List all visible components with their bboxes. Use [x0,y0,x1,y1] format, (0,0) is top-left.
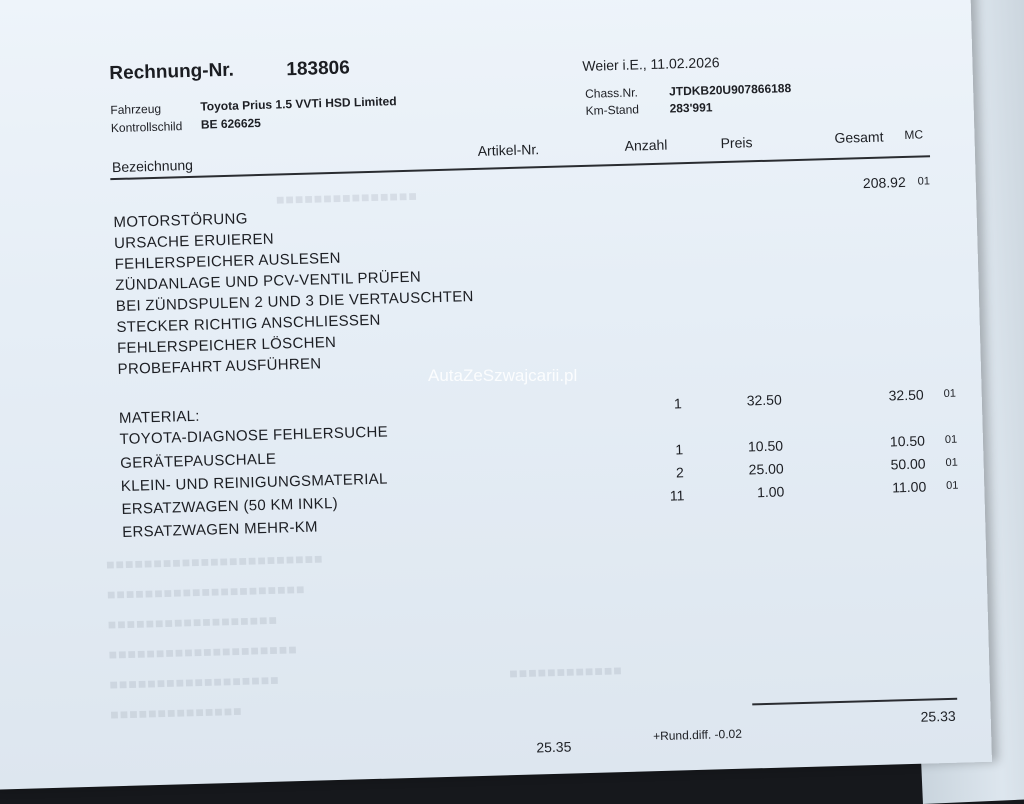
work-mc: 01 [917,175,931,188]
material-heading: MATERIAL: [118,407,201,428]
work-line: URSACHE ERUIEREN [113,230,275,253]
watermark-text: AutaZeSzwajcarii.pl [428,366,578,385]
material-desc: ERSATZWAGEN (50 KM INKL) [121,494,339,518]
chass-label: Chass.Nr. [584,85,639,101]
material-mc: 01 [945,456,958,469]
column-header-mc: MC [904,127,924,142]
bleed-through-text: ■■■■■■■■■■■■■■ [110,702,243,723]
km-stand-value: 283'991 [669,100,713,116]
material-anzahl: 1 [675,441,684,458]
material-gesamt: 32.50 [888,386,924,404]
material-anzahl: 2 [675,464,684,481]
bleed-through-text: ■■■■■■■■■■■■■■■■■■■■■ [106,580,306,603]
work-line: PROBEFAHRT AUSFÜHREN [117,355,322,379]
bleed-through-text: ■■■■■■■■■■■■■■■■■■■■■■■ [105,550,324,573]
place-date: Weier i.E., 11.02.2026 [582,54,720,74]
fahrzeug-value: Toyota Prius 1.5 VVTi HSD Limited [200,94,397,114]
material-preis: 25.00 [748,460,784,478]
work-line: MOTORSTÖRUNG [113,210,248,232]
material-preis: 10.50 [747,437,784,455]
kontrollschild-value: BE 626625 [200,115,262,132]
bleed-through-text: ■■■■■■■■■■■■■■■■■■ [109,671,280,693]
material-gesamt: 10.50 [889,432,926,450]
work-line: BEI ZÜNDSPULEN 2 UND 3 DIE VERTAUSCHTEN [115,288,474,316]
column-header-bezeichnung: Bezeichnung [111,156,194,176]
work-line: FEHLERSPEICHER LÖSCHEN [116,333,337,358]
material-preis: 1.00 [756,483,785,501]
material-preis: 32.50 [746,391,782,409]
work-total: 208.92 [862,173,906,192]
invoice-label: Rechnung-Nr. [109,59,235,85]
right-amount: 25.33 [920,707,956,725]
bleed-through-text: ■■■■■■■■■■■■■■■■■■■■ [108,641,298,663]
work-line: FEHLERSPEICHER AUSLESEN [114,249,342,274]
material-anzahl: 11 [669,487,685,504]
kontrollschild-label: Kontrollschild [110,119,183,136]
work-line: ZÜNDANLAGE UND PCV-VENTIL PRÜFEN [115,268,422,295]
material-mc: 01 [946,479,959,492]
km-stand-label: Km-Stand [585,102,640,118]
bleed-through-text: ■■■■■■■■■■■■ [509,662,623,682]
chass-value: JTDKB20U907866188 [668,81,792,99]
rounding-difference: +Rund.diff. -0.02 [652,726,743,744]
material-anzahl: 1 [673,395,683,412]
total-rule [752,698,957,705]
invoice-number: 183806 [286,57,351,81]
bleed-through-text: ■■■■■■■■■■■■■■■ [275,187,418,208]
fahrzeug-label: Fahrzeug [110,101,162,118]
material-gesamt: 50.00 [890,455,926,473]
column-header-preis: Preis [720,134,753,152]
bleed-through-text: ■■■■■■■■■■■■■■■■■■ [107,611,279,633]
column-header-anzahl: Anzahl [624,136,668,154]
material-mc: 01 [943,387,957,400]
column-header-gesamt: Gesamt [834,128,884,146]
material-gesamt: 11.00 [892,478,927,496]
material-desc: GERÄTEPAUSCHALE [120,450,277,472]
header-rule [110,155,930,180]
material-desc: KLEIN- UND REINIGUNGSMATERIAL [120,470,388,495]
material-desc: ERSATZWAGEN MEHR-KM [121,518,319,541]
work-line: STECKER RICHTIG ANSCHLIESSEN [116,311,381,337]
left-amount: 25.35 [536,738,572,756]
material-mc: 01 [944,433,958,446]
column-header-artikel: Artikel-Nr. [477,141,540,159]
material-desc: TOYOTA-DIAGNOSE FEHLERSUCHE [119,423,389,448]
